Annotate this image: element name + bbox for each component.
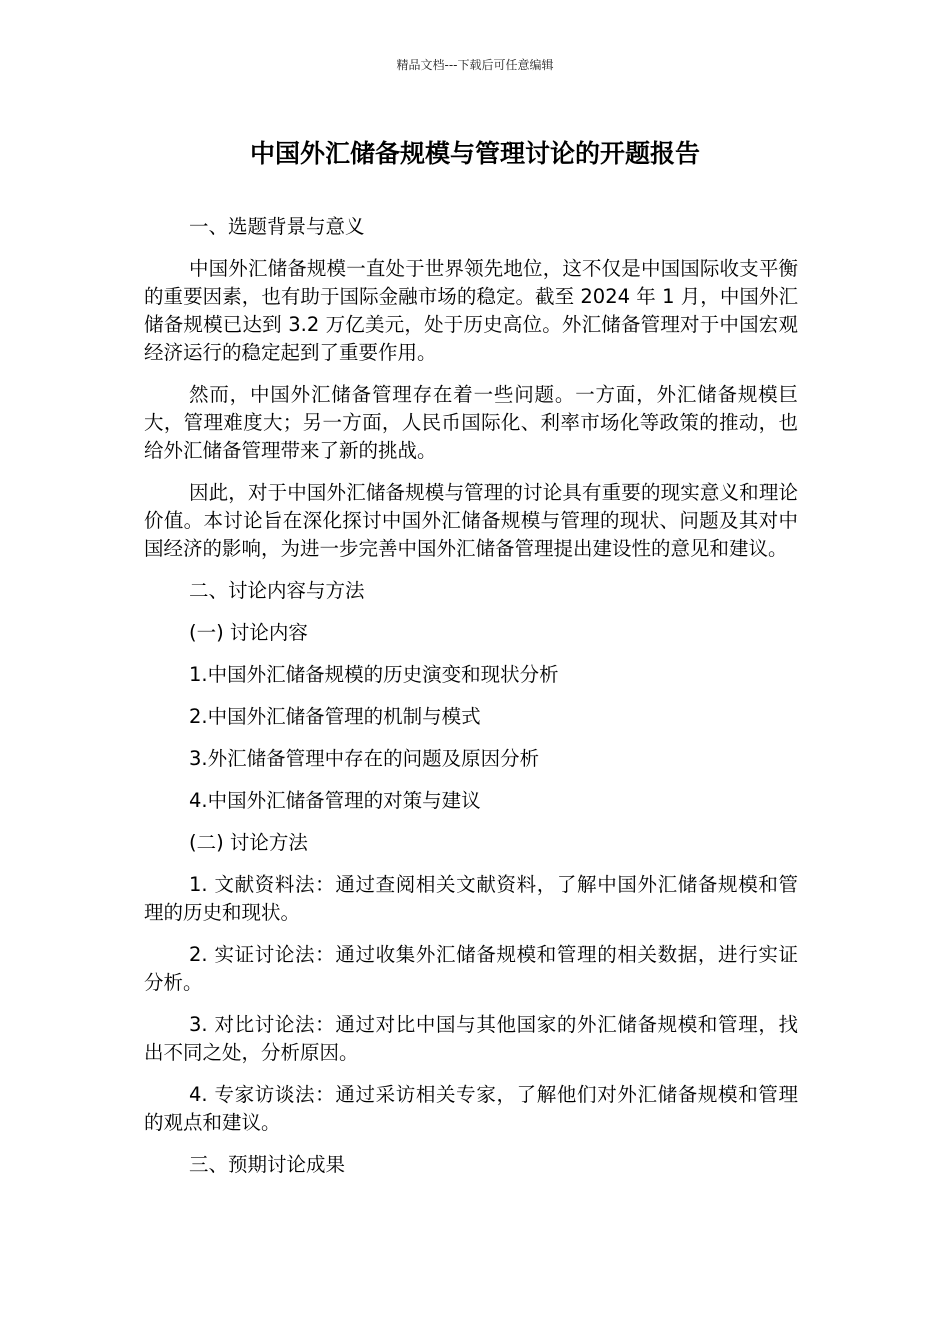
- page-title: 中国外汇储备规模与管理讨论的开题报告: [249, 139, 700, 168]
- section-heading-3: 三、预期讨论成果: [189, 1153, 346, 1176]
- list-item: 1.中国外汇储备规模的历史演变和现状分析: [189, 663, 559, 686]
- list-item: 4.中国外汇储备管理的对策与建议: [189, 789, 481, 812]
- section-heading-2: 二、讨论内容与方法: [189, 579, 365, 602]
- list-item: 1. 文献资料法：通过查阅相关文献资料，了解中国外汇储备规模和管理的历史和现状。: [144, 873, 798, 924]
- paragraph: 因此，对于中国外汇储备规模与管理的讨论具有重要的现实意义和理论价值。本讨论旨在深化探讨中国外汇储备规模与管理的现状、问题及其对中国经济的影响，为进一步完善中国外汇储备管理提出建设性的意见和建议。: [144, 481, 798, 560]
- subsection-heading-methods: (二) 讨论方法: [189, 831, 308, 854]
- list-item: 2. 实证讨论法：通过收集外汇储备规模和管理的相关数据，进行实证分析。: [144, 943, 798, 994]
- list-item: 3. 对比讨论法：通过对比中国与其他国家的外汇储备规模和管理，找出不同之处，分析原因。: [144, 1013, 798, 1064]
- list-item: 3.外汇储备管理中存在的问题及原因分析: [189, 747, 540, 770]
- subsection-heading-content: (一) 讨论内容: [189, 621, 308, 644]
- header-note: 精品文档---下载后可任意编辑: [396, 58, 554, 72]
- document-body: [144, 213, 798, 1193]
- list-item: 4. 专家访谈法：通过采访相关专家，了解他们对外汇储备规模和管理的观点和建议。: [144, 1083, 798, 1134]
- paragraph: 然而，中国外汇储备管理存在着一些问题。一方面，外汇储备规模巨大，管理难度大；另一方面，人民币国际化、利率市场化等政策的推动，也给外汇储备管理带来了新的挑战。: [144, 383, 798, 462]
- section-heading-1: 一、选题背景与意义: [189, 215, 365, 238]
- list-item: 2.中国外汇储备管理的机制与模式: [189, 705, 481, 728]
- paragraph: 中国外汇储备规模一直处于世界领先地位，这不仅是中国国际收支平衡的重要因素，也有助于国际金融市场的稳定。截至 2024 年 1 月，中国外汇储备规模已达到 3.2 万亿美元，处于历史高位。外汇储备管理对于中国宏观经济运行的稳定起到了重要作用。: [144, 257, 798, 364]
